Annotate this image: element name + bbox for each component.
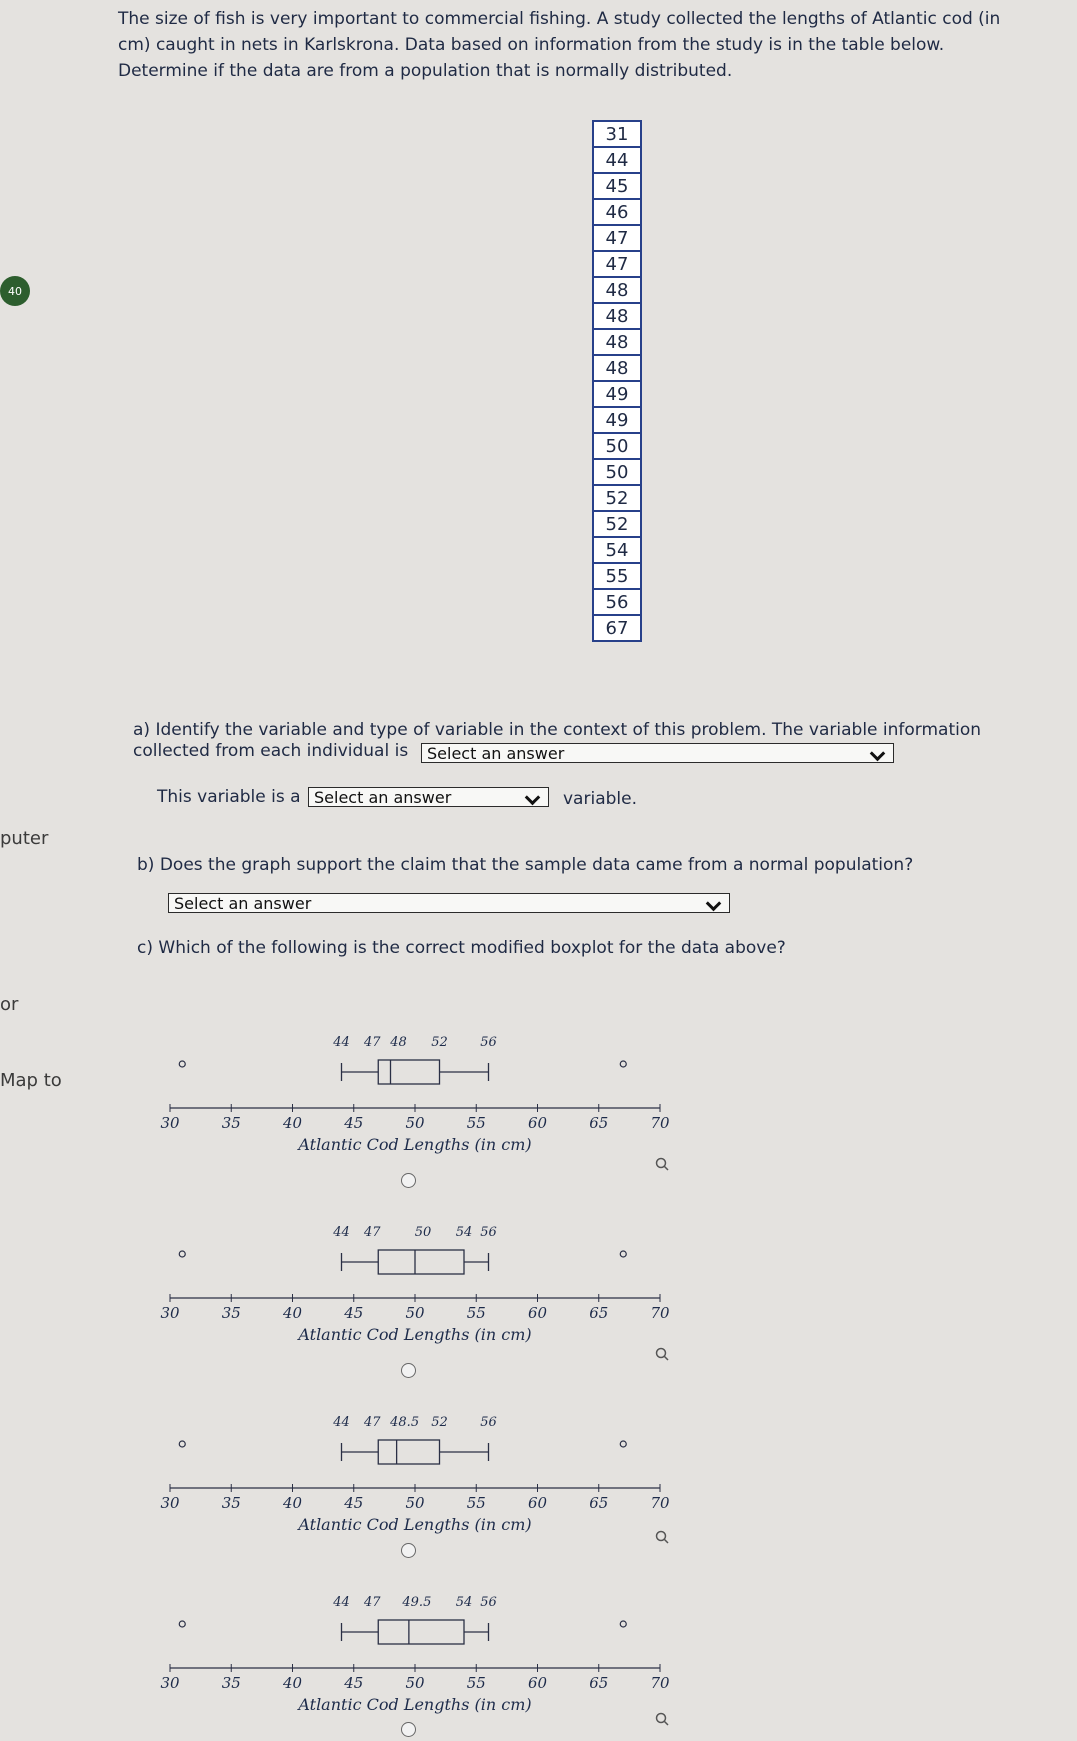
table-cell: 49: [593, 381, 641, 407]
outlier-point: [620, 1061, 626, 1067]
five-number-label: 44: [333, 1415, 350, 1430]
magnify-icon[interactable]: [655, 1157, 669, 1171]
table-row: [593, 173, 641, 199]
outlier-point: [179, 1251, 185, 1257]
magnify-icon[interactable]: [655, 1530, 669, 1544]
axis-tick-label: 55: [466, 1304, 486, 1322]
table-cell: 45: [593, 173, 641, 199]
variable-type-suffix: variable.: [563, 789, 637, 809]
axis-tick-label: 45: [344, 1304, 364, 1322]
table-row: [593, 121, 641, 147]
five-number-label: 47: [363, 1595, 381, 1610]
axis-tick-label: 40: [282, 1304, 303, 1322]
option-1-radio[interactable]: [401, 1173, 416, 1188]
normality-select[interactable]: [168, 893, 730, 913]
axis-tick-label: 60: [527, 1494, 548, 1512]
axis-tick-label: 70: [650, 1674, 670, 1692]
axis-tick-label: 40: [282, 1674, 303, 1692]
side-label-computer: puter: [0, 828, 49, 849]
axis-label: Atlantic Cod Lengths (in cm): [298, 1325, 532, 1344]
table-row: [593, 433, 641, 459]
outlier-point: [620, 1251, 626, 1257]
axis-tick-label: 55: [466, 1674, 486, 1692]
table-cell: 55: [593, 563, 641, 589]
table-cell: 46: [593, 199, 641, 225]
question-badge[interactable]: 40: [0, 276, 30, 306]
normality-select-value: Select an answer: [174, 894, 312, 913]
table-row: [593, 303, 641, 329]
five-number-label: 56: [480, 1415, 497, 1430]
box: [378, 1620, 464, 1644]
axis-label: Atlantic Cod Lengths (in cm): [298, 1695, 532, 1714]
axis-tick-label: 30: [160, 1674, 180, 1692]
table-cell: 44: [593, 147, 641, 173]
problem-statement: The size of fish is very important to commercial fishing. A study collected the lengths of Atlantic cod (in cm) caught in nets in Karlskrona. Data based on information from the study is in the table below. Determine if the data are from a population that is normally distributed.: [118, 9, 1001, 81]
five-number-label: 50: [414, 1225, 432, 1240]
table-row: [593, 277, 641, 303]
axis-label: Atlantic Cod Lengths (in cm): [298, 1515, 532, 1534]
table-cell: 52: [593, 485, 641, 511]
table-cell: 48: [593, 303, 641, 329]
variable-select[interactable]: [421, 743, 894, 763]
table-cell: 54: [593, 537, 641, 563]
variable-type-select[interactable]: [308, 787, 549, 807]
table-row: [593, 199, 641, 225]
magnify-icon[interactable]: [655, 1347, 669, 1361]
five-number-label: 47: [363, 1035, 381, 1050]
axis-tick-label: 50: [405, 1114, 425, 1132]
outlier-point: [179, 1441, 185, 1447]
table-cell: 50: [593, 459, 641, 485]
outlier-point: [620, 1441, 626, 1447]
magnify-icon[interactable]: [655, 1712, 669, 1726]
five-number-label: 44: [333, 1035, 350, 1050]
axis-tick-label: 50: [405, 1304, 425, 1322]
five-number-label: 52: [431, 1415, 448, 1430]
variable-type-prefix: This variable is a: [157, 787, 301, 807]
chevron-down-icon: [525, 790, 541, 806]
axis-tick-label: 35: [221, 1674, 241, 1692]
table-row: [593, 225, 641, 251]
five-number-label: 47: [363, 1225, 381, 1240]
box: [378, 1440, 439, 1464]
table-row: [593, 381, 641, 407]
question-b: b) Does the graph support the claim that the sample data came from a normal population?: [137, 855, 914, 875]
chevron-down-icon: [870, 746, 886, 762]
question-a-line2: collected from each individual is: [133, 741, 409, 761]
boxplot-option-2: [155, 1220, 680, 1350]
box: [378, 1060, 439, 1084]
five-number-label: 44: [333, 1595, 350, 1610]
table-cell: 48: [593, 329, 641, 355]
table-row: [593, 459, 641, 485]
axis-tick-label: 35: [221, 1304, 241, 1322]
five-number-label: 52: [431, 1035, 448, 1050]
axis-tick-label: 55: [466, 1494, 486, 1512]
boxplot-option-3: [155, 1410, 680, 1540]
axis-tick-label: 30: [160, 1494, 180, 1512]
axis-tick-label: 40: [282, 1494, 303, 1512]
table-row: [593, 563, 641, 589]
axis-tick-label: 65: [589, 1674, 609, 1692]
table-row: [593, 537, 641, 563]
table-cell: 67: [593, 615, 641, 641]
axis-tick-label: 60: [527, 1304, 548, 1322]
axis-tick-label: 50: [405, 1674, 425, 1692]
table-cell: 49: [593, 407, 641, 433]
five-number-label: 49.5: [402, 1595, 432, 1610]
axis-tick-label: 35: [221, 1494, 241, 1512]
option-2-radio[interactable]: [401, 1363, 416, 1378]
table-row: [593, 485, 641, 511]
axis-tick-label: 60: [527, 1114, 548, 1132]
axis-tick-label: 55: [466, 1114, 486, 1132]
table-cell: 47: [593, 251, 641, 277]
boxplot-option-1: [155, 1030, 680, 1160]
box: [378, 1250, 464, 1274]
table-cell: 56: [593, 589, 641, 615]
option-4-radio[interactable]: [401, 1722, 416, 1737]
axis-tick-label: 70: [650, 1494, 670, 1512]
axis-tick-label: 45: [344, 1494, 364, 1512]
axis-tick-label: 65: [589, 1114, 609, 1132]
five-number-label: 56: [480, 1225, 497, 1240]
table-row: [593, 147, 641, 173]
outlier-point: [620, 1621, 626, 1627]
table-cell: 52: [593, 511, 641, 537]
five-number-label: 48.5: [390, 1415, 420, 1430]
table-cell: 47: [593, 225, 641, 251]
table-row: [593, 615, 641, 641]
axis-tick-label: 30: [160, 1304, 180, 1322]
chevron-down-icon: [706, 896, 722, 912]
table-cell: 31: [593, 121, 641, 147]
five-number-label: 54: [455, 1225, 473, 1240]
option-3-radio[interactable]: [401, 1543, 416, 1558]
axis-tick-label: 70: [650, 1304, 670, 1322]
table-cell: 48: [593, 355, 641, 381]
side-label-or: or: [0, 994, 19, 1015]
axis-tick-label: 45: [344, 1674, 364, 1692]
outlier-point: [179, 1621, 185, 1627]
axis-tick-label: 30: [160, 1114, 180, 1132]
axis-tick-label: 65: [589, 1304, 609, 1322]
question-a-line1: a) Identify the variable and type of variable in the context of this problem. The variable information: [133, 720, 982, 740]
question-c: c) Which of the following is the correct modified boxplot for the data above?: [137, 938, 786, 958]
table-row: [593, 589, 641, 615]
axis-tick-label: 45: [344, 1114, 364, 1132]
table-row: [593, 407, 641, 433]
table-cell: 48: [593, 277, 641, 303]
variable-select-value: Select an answer: [427, 744, 565, 763]
table-row: [593, 329, 641, 355]
five-number-label: 56: [480, 1595, 497, 1610]
axis-label: Atlantic Cod Lengths (in cm): [298, 1135, 532, 1154]
five-number-label: 47: [363, 1415, 381, 1430]
side-label-map-to: Map to: [0, 1070, 62, 1091]
table-row: [593, 511, 641, 537]
axis-tick-label: 60: [527, 1674, 548, 1692]
five-number-label: 44: [333, 1225, 350, 1240]
table-cell: 50: [593, 433, 641, 459]
table-row: [593, 251, 641, 277]
outlier-point: [179, 1061, 185, 1067]
table-row: [593, 355, 641, 381]
axis-tick-label: 35: [221, 1114, 241, 1132]
data-table: [592, 120, 642, 642]
five-number-label: 56: [480, 1035, 497, 1050]
five-number-label: 54: [455, 1595, 473, 1610]
boxplot-option-4: [155, 1590, 680, 1720]
axis-tick-label: 65: [589, 1494, 609, 1512]
variable-type-select-value: Select an answer: [314, 788, 452, 807]
five-number-label: 48: [390, 1035, 407, 1050]
axis-tick-label: 40: [282, 1114, 303, 1132]
axis-tick-label: 50: [405, 1494, 425, 1512]
axis-tick-label: 70: [650, 1114, 670, 1132]
